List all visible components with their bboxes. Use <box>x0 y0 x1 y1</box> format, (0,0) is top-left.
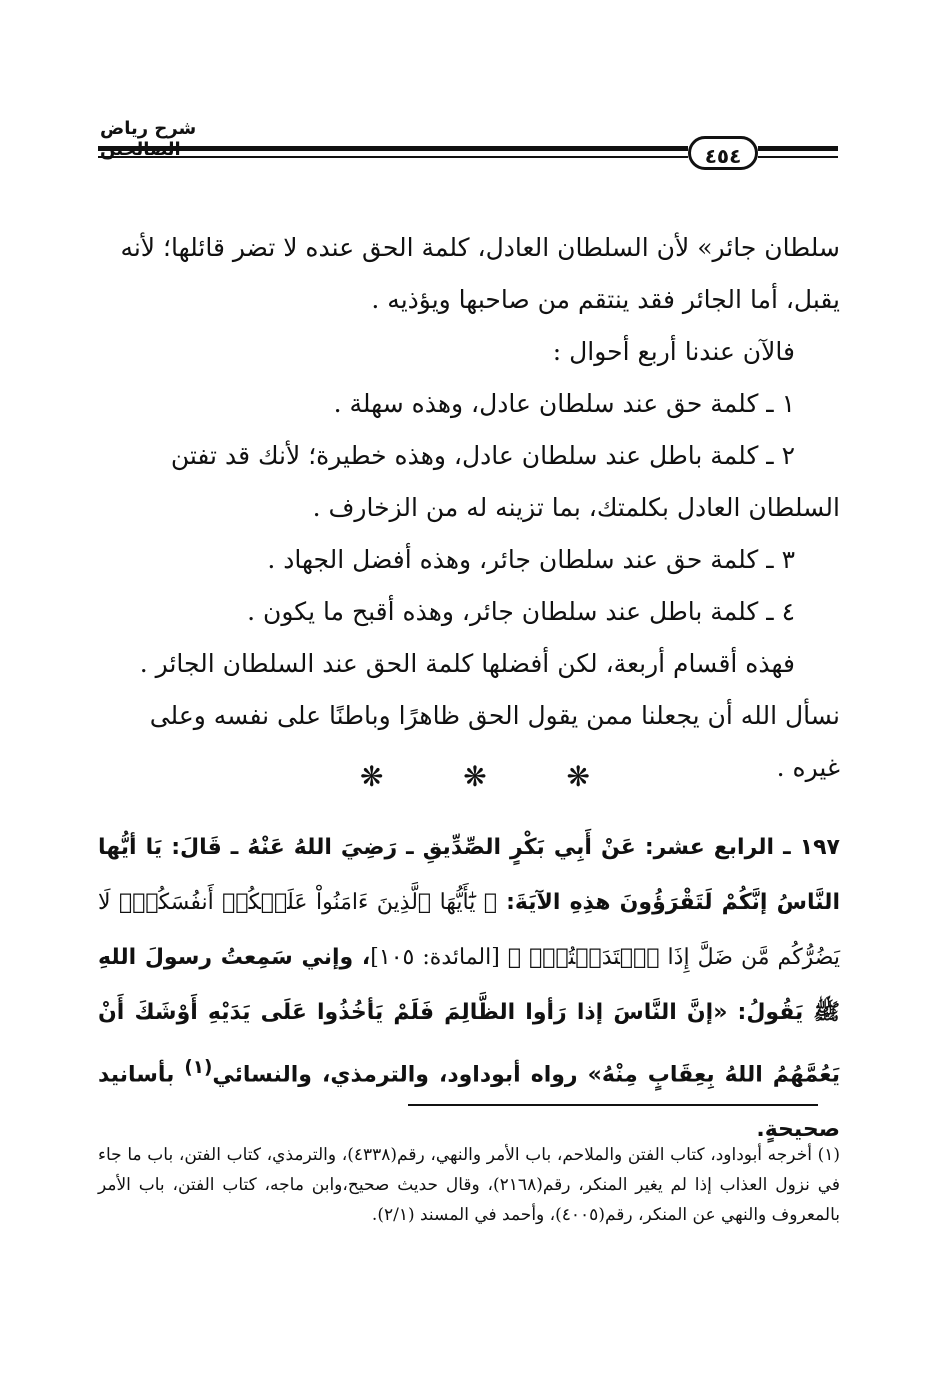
star-ornament: ❋ <box>463 760 487 793</box>
footnote-divider <box>408 1104 818 1106</box>
text-line: فهذه أقسام أربعة، لكن أفضلها كلمة الحق عند السلطان الجائر . <box>139 649 795 678</box>
header-rule-right <box>758 146 838 151</box>
running-header-title: شرح رياض <box>100 118 197 139</box>
page-number: ٤٥٤ <box>688 136 758 170</box>
text-line: نسأل الله أن يجعلنا ممن يقول الحق ظاهرًا وباطنًا على نفسه وعلى غيره . <box>149 701 840 782</box>
star-ornament: ❋ <box>360 760 384 793</box>
star-ornament: ❋ <box>566 760 590 793</box>
list-item: ١ ـ كلمة حق عند سلطان عادل، وهذه سهلة . <box>333 389 795 418</box>
footnote-marker: (١) <box>184 1057 213 1078</box>
verse-reference: [المائدة: ١٠٥] <box>370 945 508 970</box>
hadith-intro: ١٩٧ ـ الرابع عشر: عَنْ أَبِي بَكْرٍ الصِّدِّيقِ ـ رَضِيَ اللهُ عَنْهُ ـ قَالَ: يَا أيُّها النَّاسُ إنَّكُمْ لَتَقْرَؤُونَ هذِهِ الآيَةَ: <box>98 835 840 915</box>
list-item: ٣ ـ كلمة حق عند سلطان جائر، وهذه أفضل الجهاد . <box>267 545 795 574</box>
quran-verse: ﴿ يَٰٓأَيُّهَا ٱلَّذِينَ ءَامَنُواْ عَلَيۡكُمۡ أَنفُسَكُمۡۖ لَا يَضُرُّكُم مَّن ضَلَّ إِذَا ٱهۡتَدَيۡتُمۡۚ ﴾ <box>98 890 841 970</box>
header-rule-right-thin <box>758 156 838 158</box>
hadith-end: بأسانيد صحيحةٍ. <box>98 1062 840 1143</box>
text-line: سلطان جائر» لأن السلطان العادل، كلمة الحق عنده لا تضر قائلها؛ لأنه <box>120 233 840 262</box>
hadith-text <box>98 820 840 1157</box>
text-line: فالآن عندنا أربع أحوال : <box>552 337 795 366</box>
footnote-text: (١) أخرجه أبوداود، كتاب الفتن والملاحم، باب الأمر والنهي، رقم(٤٣٣٨)، والترمذي، كتاب الفتن، باب ما جاء في نزول العذاب إذا لم يغير المنكر، رقم(٢١٦٨)، وقال حديث صحيح،وابن ماجه، كتاب الفتن، باب الأمر بالمعروف والنهي عن المنكر، رقم(٤٠٠٥)، وأحمد في المسند (٢/١). <box>98 1145 840 1225</box>
header-rule-thin <box>98 156 688 158</box>
list-item: ٢ ـ كلمة باطل عند سلطان عادل، وهذه خطيرة؛ لأنك قد تفتن <box>170 441 795 470</box>
footnote <box>98 1140 840 1230</box>
text-line: السلطان العادل بكلمتك، بما تزينه له من الزخارف . <box>312 493 840 522</box>
header-rule <box>98 146 688 151</box>
hadith-body: ، وإني سَمِعتُ رسولَ اللهِ ﷺ يَقُولُ: «إنَّ النَّاسَ إذا رَأوا الظَّالِمَ فَلَمْ يَأخُذُوا عَلَى يَدَيْهِ أَوْشَكَ أَنْ يَعُمَّهُمُ اللهُ بِعِقَابٍ مِنْهُ» رواه أبوداود، والترمذي، والنسائي <box>98 945 840 1088</box>
commentary-text <box>98 222 840 794</box>
section-separator <box>360 760 590 793</box>
text-line: يقبل، أما الجائر فقد ينتقم من صاحبها ويؤذيه . <box>371 285 840 314</box>
list-item: ٤ ـ كلمة باطل عند سلطان جائر، وهذه أقبح ما يكون . <box>247 597 795 626</box>
